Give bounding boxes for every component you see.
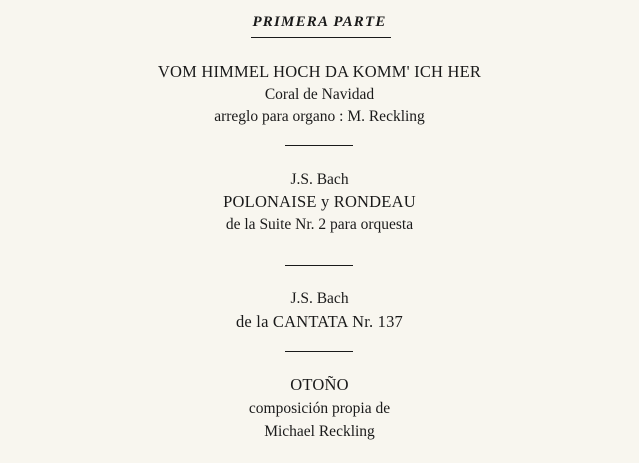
piece-4-title: OTOÑO: [290, 375, 349, 394]
piece-2-source: de la Suite Nr. 2 para orquesta: [225, 216, 414, 233]
piece-3-title: de la CANTATA Nr. 137: [235, 312, 403, 331]
separator-1: [285, 145, 353, 146]
heading-underline: [251, 37, 391, 38]
piece-2-composer: J.S. Bach: [290, 171, 349, 188]
piece-4-description: composición propia de: [248, 400, 391, 417]
piece-1-title: VOM HIMMEL HOCH DA KOMM' ICH HER: [157, 62, 482, 81]
piece-1-subtitle: Coral de Navidad: [264, 86, 375, 103]
part-heading: PRIMERA PARTE: [252, 14, 387, 30]
separator-2: [285, 265, 353, 266]
piece-3-composer: J.S. Bach: [290, 290, 349, 307]
piece-1-arrangement: arreglo para organo : M. Reckling: [214, 108, 425, 125]
separator-3: [285, 351, 353, 352]
piece-2-title: POLONAISE y RONDEAU: [223, 192, 416, 211]
piece-4-composer: Michael Reckling: [264, 423, 375, 440]
